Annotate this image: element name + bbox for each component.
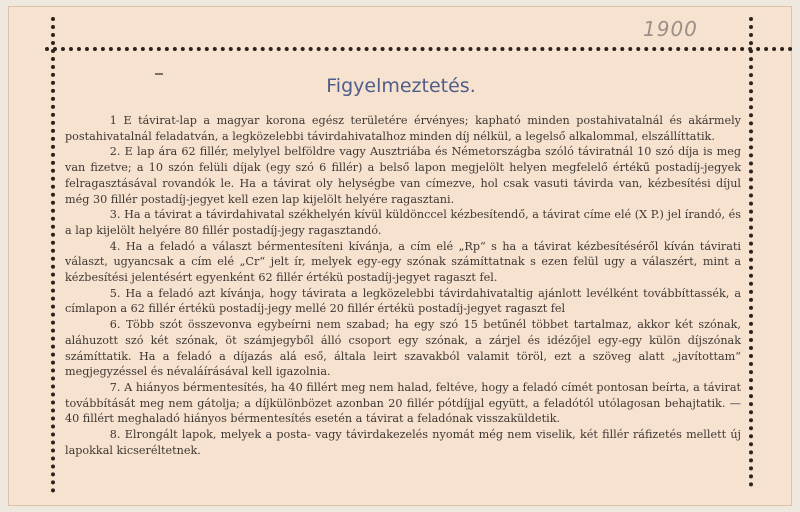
paragraph-1: 1 E távirat-lap a magyar korona egész területére érvényes; kapható minden postahivatalnál és akármely postahivatalnál feladatván, a legközelebbi távirdahivatalhoz minden díj nélkül, a legelső alkalommal, elszállíttatik. [65,114,741,143]
paragraph-6: 6. Több szót összevonva egybeírni nem szabad; ha egy szó 15 betűnél többet tartalmaz, akkor két szónak, aláhuzott szó két szónak, öt számjegyből álló csoport egy szónak, a zárjel és idézőjel egy-egy külön díjszónak számíttatik. Ha a feladó a díjazás alá eső, általa leirt szavakból valamit töröl, ezt a szöveg alatt „javítottam“ megjegyzéssel és névaláírásával kell igazolnia. [65,318,741,379]
paragraph-5: 5. Ha a feladó azt kívánja, hogy távirata a legközelebbi távirdahivataltig ajánlott levélként továbbíttassék, a címlapon a 62 fillér értékü postadíj-jegy mellé 20 fillér értékü postadíj-jegyet ragaszt fel [65,286,741,316]
notice-text [65,113,741,458]
telegram-card [8,6,792,506]
paragraph-4: 4. Ha a feladó a választ bérmentesíteni kívánja, a cím elé „Rp“ s ha a távirat kézbesítéséről kíván távirati választ, ugyancsak a cím elé „Cr“ jelt ír, melyek egy-egy szónak számíttatnak s ezen felül ugy a válaszért, mint a kézbesítési jelentésért egyenként 62 fillér értékü postadíj-jegyet ragaszt fel. [65,239,741,285]
paragraph-8: 8. Elrongált lapok, melyek a posta- vagy távirdakezelés nyomát még nem viselik, két fillér ráfizetés mellett új lapokkal kicseréltetnek. [65,428,741,457]
paragraph-3: 3. Ha a távirat a távirdahivatal székhelyén kívül küldönccel kézbesítendő, a távirat címe elé (X P.) jel írandó, és a lap kijelölt helyére 80 fillér postadíj-jegy ragasztandó. [65,208,741,237]
paragraph-2: 2. E lap ára 62 fillér, melylyel belföldre vagy Ausztriába és Németországba szóló táviratnál 10 szó díja is meg van fizetve; a 10 szón felüli díjak (egy szó 6 fillér) a belső lapon megjelölt helyen megfelelő értékű postadíj-jegyek felragasztásával rovandók le. Ha a távirat oly helységbe van címezve, hol csak vasuti távirda van, kézbesítési díjul még 30 fillér postadíj-jegyet kell ezen lap kijelölt helyére ragasztani. [65,145,741,206]
handwritten-year: 1900 [643,17,698,41]
page-title: Figyelmeztetés. [326,75,476,97]
perforation-top [45,47,793,51]
paragraph-7: 7. A hiányos bérmentesítés, ha 40 fillért meg nem halad, feltéve, hogy a feladó címét pontosan beírta, a távirat továbbítását meg nem gátolja; a díjkülönbözet azonban 20 fillér pótdíjjal együtt, a feladótól utólagosan behajtatik. — 40 fillért meghaladó hiányos bérmentesítés esetén a távirat a feladónak visszaküldetik. [65,380,741,426]
